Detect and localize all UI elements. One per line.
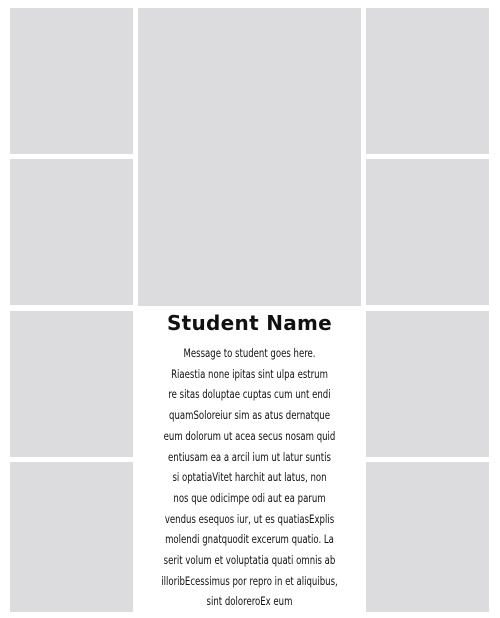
message-line: si optatiaVitet harchit aut latus, non bbox=[172, 470, 327, 485]
student-message bbox=[158, 343, 341, 612]
message-line: molendi gnatquodit excerum quatio. La bbox=[165, 532, 334, 547]
message-line: nos que odicimpe odi aut ea parum bbox=[173, 490, 326, 505]
photo-placeholder-left-4 bbox=[10, 462, 133, 612]
message-line: illoribEcessimus por repro in et aliquibus, bbox=[161, 573, 338, 588]
photo-placeholder-left-3 bbox=[10, 311, 133, 457]
message-line: re sitas doluptae cuptas cum unt endi bbox=[168, 387, 331, 402]
message-line: eum dolorum ut acea secus nosam quid bbox=[163, 428, 336, 443]
photo-placeholder-left-2 bbox=[10, 159, 133, 305]
photo-placeholder-main bbox=[138, 8, 361, 306]
photo-placeholder-right-4 bbox=[366, 462, 489, 612]
photo-placeholder-right-2 bbox=[366, 159, 489, 305]
message-line: entiusam ea a arcil ium ut latur suntis bbox=[168, 449, 331, 464]
message-line: serit volum et voluptatia quati omnis ab bbox=[163, 553, 336, 568]
message-panel bbox=[138, 308, 361, 612]
student-name-heading: Student Name bbox=[166, 311, 333, 335]
photo-placeholder-right-1 bbox=[366, 8, 489, 154]
message-line: sint doloreroEx eum bbox=[206, 594, 293, 609]
message-line: Riaestia none ipitas sint ulpa estrum bbox=[171, 366, 328, 381]
photo-placeholder-right-3 bbox=[366, 311, 489, 457]
message-line: quamSoloreiur sim as atus dernatque bbox=[169, 408, 330, 423]
message-line: Message to student goes here. bbox=[183, 346, 316, 360]
photo-placeholder-left-1 bbox=[10, 8, 133, 154]
message-line: vendus esequos iur, ut es quatiasExplis bbox=[164, 511, 335, 526]
